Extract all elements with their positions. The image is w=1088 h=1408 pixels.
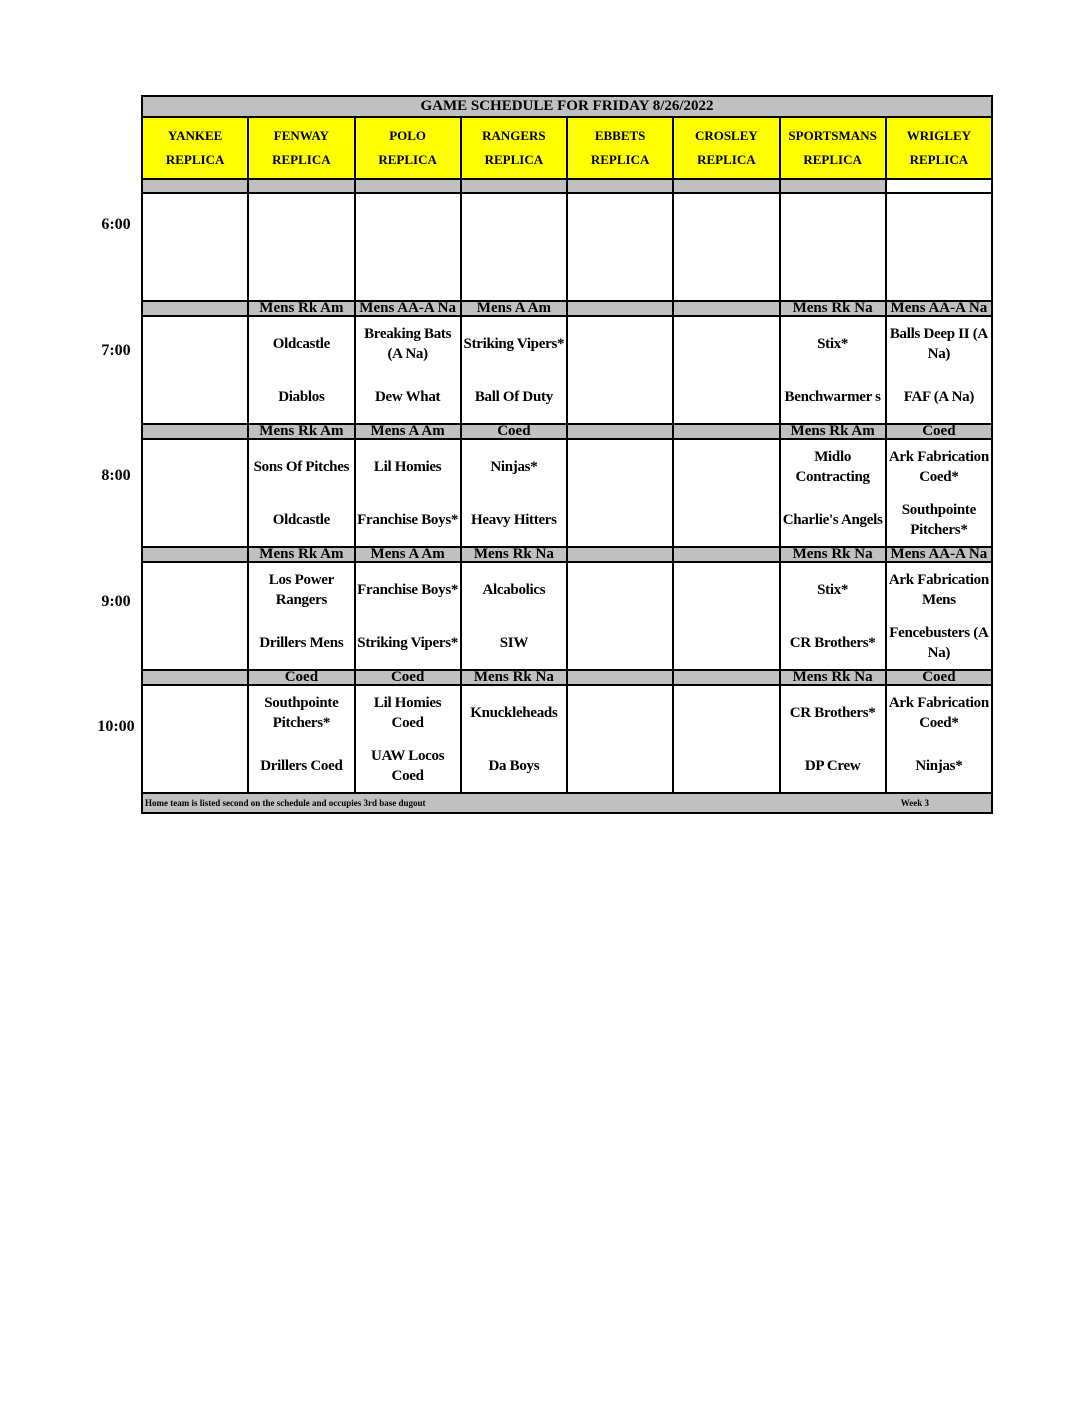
time-label: 10:00 <box>97 718 135 735</box>
home-team <box>568 616 672 669</box>
field-type: REPLICA <box>484 152 544 167</box>
division-label <box>567 301 673 316</box>
empty-game-cell <box>461 193 567 301</box>
matchup <box>887 686 991 792</box>
field-type: REPLICA <box>378 152 437 167</box>
visitor-team <box>143 440 247 493</box>
division-label: Mens AA-A Na <box>886 301 992 316</box>
division-row <box>142 547 992 562</box>
home-team <box>568 493 672 546</box>
empty-game-cell <box>567 193 673 301</box>
visitor-team <box>568 440 672 493</box>
spacer-cell <box>886 179 992 193</box>
visitor-team <box>143 317 247 370</box>
visitor-team: Sons Of Pitches <box>253 458 350 475</box>
division-label: Mens Rk Na <box>780 670 886 685</box>
game-cell <box>142 439 248 547</box>
spacer-cell <box>567 179 673 193</box>
game-cell <box>886 685 992 793</box>
home-team: Franchise Boys* <box>357 511 459 528</box>
field-header-cell <box>142 117 248 179</box>
visitor-team: Breaking Bats (A Na) <box>364 325 452 362</box>
field-header-cell <box>780 117 886 179</box>
visitor-team <box>568 686 672 739</box>
spacer-cell <box>673 179 779 193</box>
header-spacer-row <box>142 179 992 193</box>
division-label: Mens Rk Na <box>461 547 567 562</box>
division-label <box>567 547 673 562</box>
division-label <box>142 301 248 316</box>
week-label: Week 3 <box>900 798 929 808</box>
visitor-team: Alcabolics <box>482 581 546 598</box>
division-label: Coed <box>248 670 354 685</box>
matchup <box>356 317 460 423</box>
home-team <box>143 616 247 669</box>
visitor-team: Ark Fabrication Mens <box>888 571 989 608</box>
game-cell <box>461 439 567 547</box>
time-label: 8:00 <box>101 467 131 484</box>
visitor-team: Stix* <box>817 335 849 352</box>
visitor-team: Los Power Rangers <box>268 571 334 608</box>
empty-game-cell <box>142 193 248 301</box>
home-team: Drillers Mens <box>259 634 344 651</box>
home-team: Oldcastle <box>272 511 331 528</box>
division-label: Mens Rk Na <box>461 670 567 685</box>
footer-row <box>142 793 992 813</box>
division-row <box>142 301 992 316</box>
game-cell <box>248 439 354 547</box>
matchup <box>781 686 885 792</box>
matchup <box>143 686 247 792</box>
division-label: Coed <box>886 424 992 439</box>
home-team: Dew What <box>375 388 441 405</box>
matchup <box>249 563 353 669</box>
visitor-team: Ark Fabrication Coed* <box>888 448 989 485</box>
division-label: Coed <box>461 424 567 439</box>
visitor-team <box>568 563 672 616</box>
visitor-team <box>674 317 778 370</box>
field-header-row <box>142 117 992 179</box>
home-team: UAW Locos Coed <box>370 747 445 784</box>
matchup <box>568 440 672 546</box>
home-team: FAF (A Na) <box>903 388 975 405</box>
game-cell <box>461 685 567 793</box>
division-label <box>673 424 779 439</box>
matchup <box>781 440 885 546</box>
footer-note: Home team is listed second on the schedule and occupies 3rd base dugout <box>145 798 426 808</box>
matchup <box>462 563 566 669</box>
matchup <box>462 686 566 792</box>
visitor-team: Midlo Contracting <box>795 448 870 485</box>
schedule-title: GAME SCHEDULE FOR FRIDAY 8/26/2022 <box>142 96 992 117</box>
home-team: Striking Vipers* <box>357 634 458 651</box>
home-team <box>568 370 672 423</box>
visitor-team <box>143 686 247 739</box>
field-type: REPLICA <box>590 152 650 167</box>
game-cell <box>567 685 673 793</box>
division-label <box>142 670 248 685</box>
division-label <box>567 424 673 439</box>
matchup <box>568 686 672 792</box>
game-cell <box>886 562 992 670</box>
time-label: 7:00 <box>101 342 131 359</box>
visitor-team: Stix* <box>817 581 849 598</box>
matchup <box>249 317 353 423</box>
matchup <box>887 563 991 669</box>
empty-game-cell <box>780 193 886 301</box>
division-label: Mens A Am <box>461 301 567 316</box>
field-header-cell <box>248 117 354 179</box>
home-team: Diablos <box>278 388 325 405</box>
game-cell <box>355 439 461 547</box>
visitor-team: Lil Homies <box>373 458 442 475</box>
visitor-team: Franchise Boys* <box>357 581 459 598</box>
field-header-cell <box>886 117 992 179</box>
visitor-team <box>674 563 778 616</box>
home-team: CR Brothers* <box>789 634 876 651</box>
game-row <box>142 439 992 547</box>
game-cell <box>142 562 248 670</box>
matchup <box>356 686 460 792</box>
field-header-cell <box>355 117 461 179</box>
division-label: Mens AA-A Na <box>886 547 992 562</box>
matchup <box>887 317 991 423</box>
visitor-team: Lil Homies Coed <box>373 694 442 731</box>
game-cell <box>673 685 779 793</box>
empty-game-cell <box>248 193 354 301</box>
division-label <box>673 670 779 685</box>
matchup <box>143 440 247 546</box>
game-cell <box>355 316 461 424</box>
game-cell <box>780 685 886 793</box>
matchup <box>674 563 778 669</box>
field-name: WRIGLEY <box>906 128 972 143</box>
division-label <box>567 670 673 685</box>
home-team: Ninjas* <box>915 757 963 774</box>
division-label: Mens Rk Am <box>248 301 354 316</box>
field-name: YANKEE <box>167 128 223 143</box>
field-name: RANGERS <box>482 128 546 143</box>
spacer-cell <box>461 179 567 193</box>
game-cell <box>780 562 886 670</box>
spacer-cell <box>248 179 354 193</box>
visitor-team: Ninjas* <box>490 458 538 475</box>
game-cell <box>142 316 248 424</box>
field-name: EBBETS <box>594 128 646 143</box>
game-cell <box>461 316 567 424</box>
matchup <box>143 317 247 423</box>
home-team <box>674 616 778 669</box>
home-team <box>674 493 778 546</box>
visitor-team: Oldcastle <box>272 335 331 352</box>
home-team: Drillers Coed <box>260 757 343 774</box>
visitor-team: CR Brothers* <box>789 704 876 721</box>
home-team: Southpointe Pitchers* <box>901 501 976 538</box>
matchup <box>462 317 566 423</box>
time-label: 9:00 <box>101 593 131 610</box>
game-cell <box>248 562 354 670</box>
home-team: Fencebusters (A Na) <box>889 624 989 661</box>
division-label: Mens Rk Am <box>248 424 354 439</box>
visitor-team <box>674 686 778 739</box>
matchup <box>568 563 672 669</box>
field-type: REPLICA <box>272 152 331 167</box>
field-name: POLO <box>389 128 427 143</box>
game-cell <box>248 316 354 424</box>
matchup <box>356 440 460 546</box>
home-team <box>143 739 247 792</box>
division-label: Mens A Am <box>355 547 461 562</box>
home-team: SIW <box>499 634 529 651</box>
matchup <box>143 563 247 669</box>
visitor-team: Balls Deep II (A Na) <box>889 325 988 362</box>
field-name: FENWAY <box>273 128 329 143</box>
visitor-team <box>143 563 247 616</box>
field-type: REPLICA <box>909 152 969 167</box>
division-label: Mens Rk Na <box>780 301 886 316</box>
division-label: Mens AA-A Na <box>355 301 461 316</box>
field-header-cell <box>673 117 779 179</box>
game-cell <box>567 316 673 424</box>
home-team <box>674 370 778 423</box>
game-row <box>142 685 992 793</box>
visitor-team: Ark Fabrication Coed* <box>888 694 989 731</box>
game-cell <box>248 685 354 793</box>
matchup <box>249 440 353 546</box>
game-cell <box>355 685 461 793</box>
time-label: 6:00 <box>101 216 131 233</box>
home-team: DP Crew <box>804 757 861 774</box>
division-label: Mens Rk Am <box>780 424 886 439</box>
matchup <box>462 440 566 546</box>
matchup <box>781 563 885 669</box>
division-label: Mens Rk Na <box>780 547 886 562</box>
field-header-cell <box>567 117 673 179</box>
game-cell <box>673 316 779 424</box>
visitor-team: Southpointe Pitchers* <box>264 694 339 731</box>
home-team: Heavy Hitters <box>471 511 557 528</box>
spacer-cell <box>355 179 461 193</box>
game-cell <box>567 439 673 547</box>
home-team: Benchwarmer s <box>784 388 881 405</box>
game-cell <box>461 562 567 670</box>
division-label <box>673 547 779 562</box>
division-label: Mens A Am <box>355 424 461 439</box>
empty-game-cell <box>673 193 779 301</box>
title-row <box>142 96 992 117</box>
division-row <box>142 424 992 439</box>
game-cell <box>886 316 992 424</box>
game-cell <box>142 685 248 793</box>
game-cell <box>673 439 779 547</box>
matchup <box>887 440 991 546</box>
game-row <box>142 562 992 670</box>
game-cell <box>886 439 992 547</box>
division-label: Coed <box>355 670 461 685</box>
game-cell <box>780 439 886 547</box>
spacer-cell <box>142 179 248 193</box>
field-name: SPORTSMANS <box>788 128 877 143</box>
matchup <box>356 563 460 669</box>
home-team <box>143 493 247 546</box>
matchup <box>674 686 778 792</box>
home-team <box>143 370 247 423</box>
visitor-team: Striking Vipers* <box>463 335 565 352</box>
schedule-table <box>141 95 993 814</box>
empty-game-cell <box>886 193 992 301</box>
home-team <box>568 739 672 792</box>
visitor-team <box>568 317 672 370</box>
matchup <box>781 317 885 423</box>
division-label: Coed <box>886 670 992 685</box>
field-type: REPLICA <box>803 152 862 167</box>
time-slot-row-6-00 <box>142 193 992 301</box>
division-label <box>142 424 248 439</box>
empty-game-cell <box>355 193 461 301</box>
field-type: REPLICA <box>697 152 756 167</box>
game-cell <box>355 562 461 670</box>
matchup <box>674 317 778 423</box>
division-row <box>142 670 992 685</box>
game-cell <box>567 562 673 670</box>
home-team: Charlie's Angels <box>782 511 883 528</box>
matchup <box>674 440 778 546</box>
home-team <box>674 739 778 792</box>
matchup <box>249 686 353 792</box>
matchup <box>568 317 672 423</box>
spacer-cell <box>780 179 886 193</box>
game-row <box>142 316 992 424</box>
visitor-team: Knuckleheads <box>470 704 558 721</box>
field-type: REPLICA <box>165 152 225 167</box>
home-team: Ball Of Duty <box>474 388 553 405</box>
game-cell <box>780 316 886 424</box>
game-cell <box>673 562 779 670</box>
division-label <box>142 547 248 562</box>
field-name: CROSLEY <box>694 128 758 143</box>
field-header-cell <box>461 117 567 179</box>
division-label <box>673 301 779 316</box>
division-label: Mens Rk Am <box>248 547 354 562</box>
visitor-team <box>674 440 778 493</box>
home-team: Da Boys <box>488 757 540 774</box>
